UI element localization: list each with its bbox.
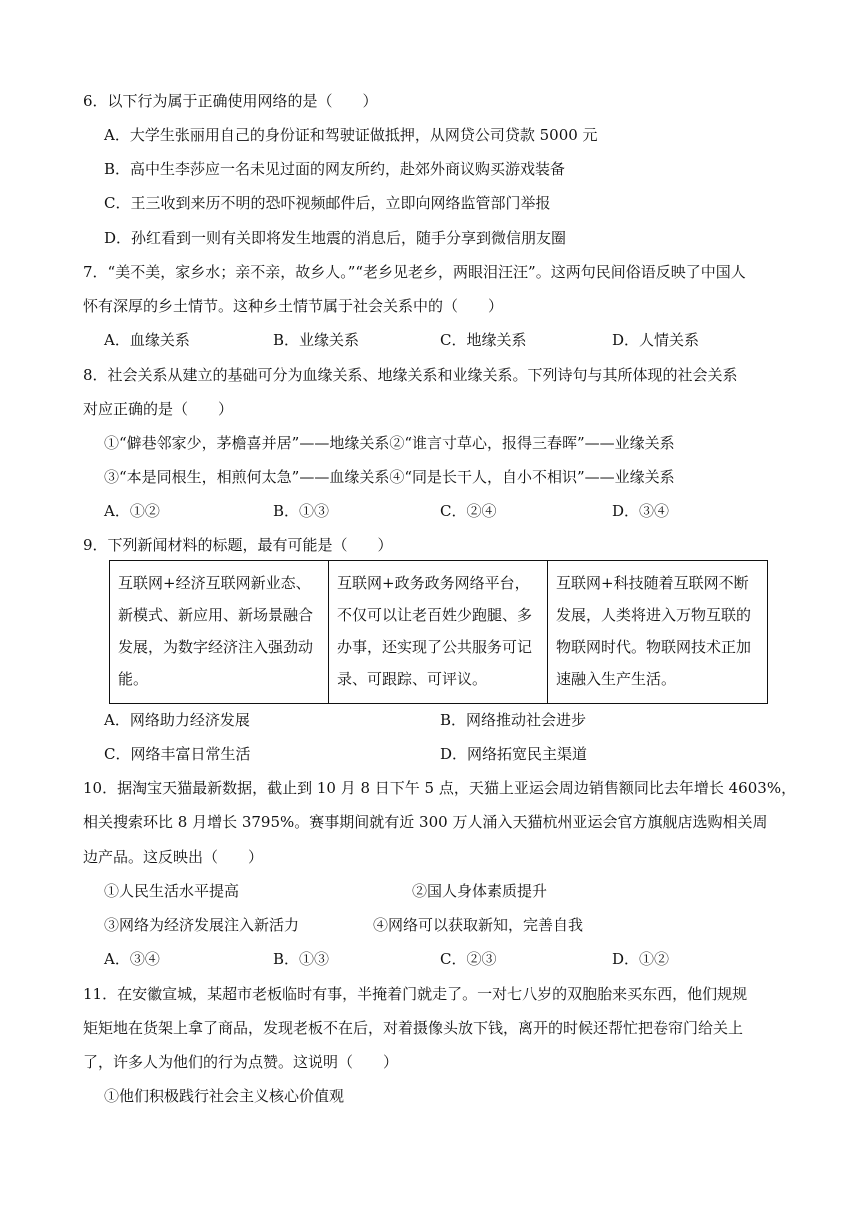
news-cell-technology: 互联网+科技随着互联网不断发展，人类将进入万物互联的物联网时代。物联网技术正加速融入生产生活。	[548, 561, 768, 704]
q9-option-b: B．网络推动社会进步	[440, 711, 587, 729]
q10-item-4: ④网络可以获取新知，完善自我	[373, 916, 584, 934]
q10-stem-line2: 相关搜索环比 8 月增长 3795%。赛事期间就有近 300 万人涌入天猫杭州亚运会官方旗舰店选购相关周	[83, 813, 768, 831]
q8-items-line2: ③“本是同根生，相煎何太急”——血缘关系④“同是长干人，自小不相识”——业缘关系	[104, 468, 675, 486]
q7-option-d: D．人情关系	[612, 331, 700, 349]
q10-item-2: ②国人身体素质提升	[412, 882, 548, 900]
q8-option-a: A．①②	[104, 502, 160, 520]
q10-option-a: A．③④	[104, 950, 160, 968]
q6-option-d: D．孙红看到一则有关即将发生地震的消息后，随手分享到微信朋友圈	[104, 229, 567, 247]
q6-option-c: C．王三收到来历不明的恐吓视频邮件后，立即向网络监管部门举报	[104, 194, 551, 212]
q7-option-a: A．血缘关系	[104, 331, 190, 349]
news-cell-government: 互联网+政务政务网络平台，不仅可以让老百姓少跑腿、多办事，还实现了公共服务可记录、可跟踪、可评议。	[329, 561, 548, 704]
q10-option-c: C．②③	[440, 950, 497, 968]
q8-option-d: D．③④	[612, 502, 670, 520]
table-row	[110, 561, 768, 704]
q7-option-b: B．业缘关系	[273, 331, 360, 349]
q10-stem-line1: 10．据淘宝天猫最新数据，截止到 10 月 8 日下午 5 点，天猫上亚运会周边销售额同比去年增长 4603%，	[83, 779, 797, 797]
q6-stem: 6．以下行为属于正确使用网络的是（ ）	[83, 92, 378, 110]
q7-stem-line1: 7．“美不美，家乡水；亲不亲，故乡人。”“老乡见老乡，两眼泪汪汪”。这两句民间俗语反映了中国人	[83, 263, 746, 281]
news-material-table	[109, 560, 768, 704]
q9-option-c: C．网络丰富日常生活	[104, 745, 251, 763]
q8-option-c: C．②④	[440, 502, 497, 520]
q11-stem-line3: 了，许多人为他们的行为点赞。这说明（ ）	[83, 1053, 399, 1071]
q6-option-a: A．大学生张丽用自己的身份证和驾驶证做抵押，从网贷公司贷款 5000 元	[104, 126, 598, 144]
q10-option-d: D．①②	[612, 950, 670, 968]
q10-item-3: ③网络为经济发展注入新活力	[104, 916, 300, 934]
q6-option-b: B．高中生李莎应一名未见过面的网友所约，赴郊外商议购买游戏装备	[104, 160, 566, 178]
q7-option-c: C．地缘关系	[440, 331, 527, 349]
q9-option-d: D．网络拓宽民主渠道	[440, 745, 588, 763]
q9-stem: 9．下列新闻材料的标题，最有可能是（ ）	[83, 536, 393, 554]
q10-stem-line3: 边产品。这反映出（ ）	[83, 848, 264, 866]
q10-option-b: B．①③	[273, 950, 330, 968]
q11-stem-line1: 11．在安徽宣城，某超市老板临时有事，半掩着门就走了。一对七八岁的双胞胎来买东西，他们规规	[83, 985, 748, 1003]
news-cell-economy: 互联网+经济互联网新业态、新模式、新应用、新场景融合发展，为数字经济注入强劲动能。	[110, 561, 329, 704]
q8-stem-line1: 8．社会关系从建立的基础可分为血缘关系、地缘关系和业缘关系。下列诗句与其所体现的社会关系	[83, 366, 738, 384]
q8-stem-line2: 对应正确的是（ ）	[83, 400, 234, 418]
q8-items-line1: ①“僻巷邻家少，茅檐喜并居”——地缘关系②“谁言寸草心，报得三春晖”——业缘关系	[104, 434, 675, 452]
q8-option-b: B．①③	[273, 502, 330, 520]
q11-item-1: ①他们积极践行社会主义核心价值观	[104, 1087, 345, 1105]
q7-stem-line2: 怀有深厚的乡土情节。这种乡土情节属于社会关系中的（ ）	[83, 297, 504, 315]
q11-stem-line2: 矩矩地在货架上拿了商品，发现老板不在后，对着摄像头放下钱，离开的时候还帮忙把卷帘门给关上	[83, 1019, 744, 1037]
q10-item-1: ①人民生活水平提高	[104, 882, 240, 900]
q9-option-a: A．网络助力经济发展	[104, 711, 250, 729]
